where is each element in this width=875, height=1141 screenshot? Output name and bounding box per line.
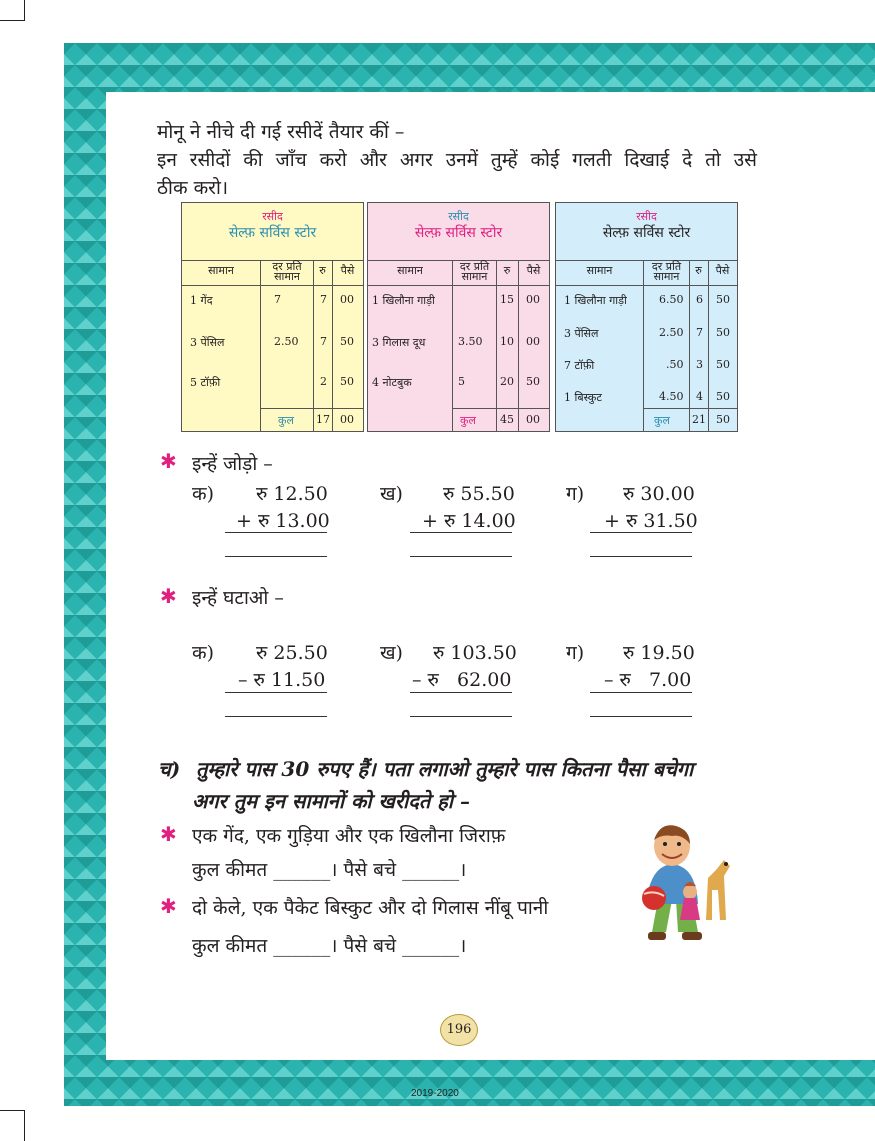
- subtract-operand-b: – रु 7.00: [604, 669, 692, 691]
- year-label: 2019-2020: [411, 1088, 459, 1099]
- rule: [590, 532, 692, 533]
- rule: [410, 532, 512, 533]
- add-operand-a: रु 30.00: [623, 483, 695, 505]
- add-label: ख): [380, 483, 403, 505]
- total-label: कुल: [654, 414, 670, 427]
- add-operand-a: रु 55.50: [443, 483, 515, 505]
- header-rs: रु: [695, 264, 702, 277]
- row-rs: 6: [696, 293, 703, 306]
- subtract-label: ख): [380, 642, 403, 664]
- total-rs: 45: [500, 413, 514, 426]
- add-label: ग): [566, 483, 585, 505]
- item-1-answer: कुल कीमत ______। पैसे बचे ______।: [192, 859, 467, 881]
- receipt-2: [367, 202, 550, 432]
- subtract-operand-b: – रु 62.00: [412, 669, 512, 691]
- answer-rule: [225, 716, 327, 717]
- subtract-operand-a: रु 25.50: [256, 642, 328, 664]
- item-2-text: दो केले, एक पैकेट बिस्कुट और दो गिलास नींबू पानी: [192, 897, 549, 919]
- answer-rule: [410, 716, 512, 717]
- row-rs: 3: [696, 358, 703, 371]
- header-item: सामान: [208, 264, 234, 277]
- row-paise: 50: [716, 326, 730, 339]
- row-paise: 00: [526, 335, 540, 348]
- header-rate: दर प्रति सामान: [459, 260, 490, 283]
- row-rate: 5: [458, 375, 465, 388]
- subtract-operand-b: – रु 11.50: [238, 669, 326, 691]
- row-rs: 4: [696, 390, 703, 403]
- row-rate: 2.50: [659, 326, 684, 339]
- row-rate: 3.50: [458, 335, 483, 348]
- header-paise: पैसे: [526, 264, 541, 277]
- row-rs: 20: [500, 375, 514, 388]
- item-2-answer: कुल कीमत ______। पैसे बचे ______।: [192, 935, 467, 957]
- header-paise: पैसे: [715, 264, 730, 277]
- total-paise: 00: [340, 413, 354, 426]
- subtract-operand-a: रु 19.50: [623, 642, 695, 664]
- header-paise: पैसे: [340, 264, 355, 277]
- row-rate: 2.50: [274, 335, 299, 348]
- row-item: 1 गेंद: [190, 294, 213, 307]
- total-label: कुल: [278, 414, 294, 427]
- total-rs: 21: [692, 413, 706, 426]
- add-operand-b: + रु 13.00: [236, 510, 330, 532]
- receipt-store: सेल्फ़ सर्विस स्टोर: [414, 225, 503, 241]
- row-item: 3 गिलास दूध: [372, 336, 426, 349]
- row-rs: 15: [500, 293, 514, 306]
- item-1-text: एक गेंद, एक गुड़िया और एक खिलौना जिराफ़: [192, 825, 506, 847]
- crop-mark-bottom: [0, 1110, 25, 1141]
- asterisk-bullet-icon: ✱: [160, 584, 177, 608]
- receipt-title: रसीद: [636, 210, 657, 223]
- receipt-1: [181, 202, 364, 432]
- row-paise: 50: [340, 375, 354, 388]
- answer-rule: [590, 716, 692, 717]
- intro-line-1: मोनू ने नीचे दी गई रसीदें तैयार कीं –: [157, 121, 405, 143]
- add-operand-b: + रु 14.00: [422, 510, 516, 532]
- intro-line-3: ठीक करो।: [157, 177, 229, 199]
- receipt-title: रसीद: [262, 210, 283, 223]
- total-paise: 50: [716, 413, 730, 426]
- asterisk-bullet-icon: ✱: [160, 822, 177, 846]
- row-rate: .50: [666, 358, 684, 371]
- row-rs: 7: [320, 293, 327, 306]
- question-line-1: तुम्हारे पास 30 रुपए हैं। पता लगाओ तुम्हारे पास कितना पैसा बचेगा: [196, 757, 694, 781]
- total-label: कुल: [460, 414, 476, 427]
- row-rs: 7: [320, 335, 327, 348]
- row-paise: 50: [716, 358, 730, 371]
- row-rate: 4.50: [659, 390, 684, 403]
- row-rs: 7: [696, 326, 703, 339]
- row-rate: 7: [274, 293, 281, 306]
- subtract-label: ग): [566, 642, 585, 664]
- header-item: सामान: [586, 264, 613, 277]
- header-rate: दर प्रति सामान: [272, 260, 302, 283]
- row-item: 5 टॉफ़ी: [190, 376, 221, 389]
- boy-with-toys-illustration: [632, 820, 744, 948]
- total-rs: 17: [316, 413, 330, 426]
- add-operand-b: + रु 31.50: [604, 510, 698, 532]
- receipt-store: सेल्फ़ सर्विस स्टोर: [228, 225, 317, 241]
- row-item: 3 पेंसिल: [564, 327, 599, 340]
- row-item: 7 टॉफ़ी: [564, 359, 595, 372]
- subtract-label: क): [192, 642, 215, 664]
- answer-rule: [410, 556, 512, 557]
- answer-rule: [225, 556, 327, 557]
- question-line-2: अगर तुम इन सामानों को खरीदते हो –: [192, 789, 470, 813]
- row-item: 1 खिलौना गाड़ी: [372, 294, 435, 307]
- row-paise: 00: [526, 293, 540, 306]
- crop-mark-top: [0, 0, 25, 21]
- add-operand-a: रु 12.50: [256, 483, 328, 505]
- row-paise: 50: [526, 375, 540, 388]
- question-label: च): [158, 757, 181, 781]
- row-item: 4 नोटबुक: [372, 376, 412, 389]
- rule: [410, 692, 512, 693]
- total-paise: 00: [526, 413, 540, 426]
- header-rate: दर प्रति सामान: [651, 260, 682, 283]
- row-paise: 50: [716, 390, 730, 403]
- receipt-3: [555, 202, 738, 432]
- row-rs: 2: [320, 375, 327, 388]
- receipt-store: सेल्फ़ सर्विस स्टोर: [602, 225, 691, 241]
- row-rs: 10: [500, 335, 514, 348]
- row-paise: 50: [340, 335, 354, 348]
- asterisk-bullet-icon: ✱: [160, 894, 177, 918]
- answer-rule: [590, 556, 692, 557]
- add-heading: इन्हें जोड़ो –: [192, 453, 273, 475]
- rule: [590, 692, 692, 693]
- row-paise: 00: [340, 293, 354, 306]
- page-number: 196: [440, 1014, 478, 1046]
- row-item: 3 पेंसिल: [190, 336, 225, 349]
- subtract-operand-a: रु 103.50: [433, 642, 517, 664]
- header-rs: रु: [503, 264, 511, 277]
- row-rate: 6.50: [659, 293, 684, 306]
- row-paise: 50: [716, 293, 730, 306]
- row-item: 1 बिस्कुट: [564, 391, 602, 404]
- receipt-title: रसीद: [448, 210, 469, 223]
- asterisk-bullet-icon: ✱: [160, 449, 177, 473]
- header-item: सामान: [397, 264, 423, 277]
- row-item: 1 खिलौना गाड़ी: [564, 294, 627, 307]
- rule: [225, 692, 327, 693]
- header-rs: रु: [319, 264, 326, 277]
- rule: [225, 532, 327, 533]
- subtract-heading: इन्हें घटाओ –: [192, 587, 284, 609]
- add-label: क): [192, 483, 215, 505]
- intro-line-2: इन रसीदों की जाँच करो और अगर उनमें तुम्हें कोई गलती दिखाई दे तो उसे: [157, 149, 757, 171]
